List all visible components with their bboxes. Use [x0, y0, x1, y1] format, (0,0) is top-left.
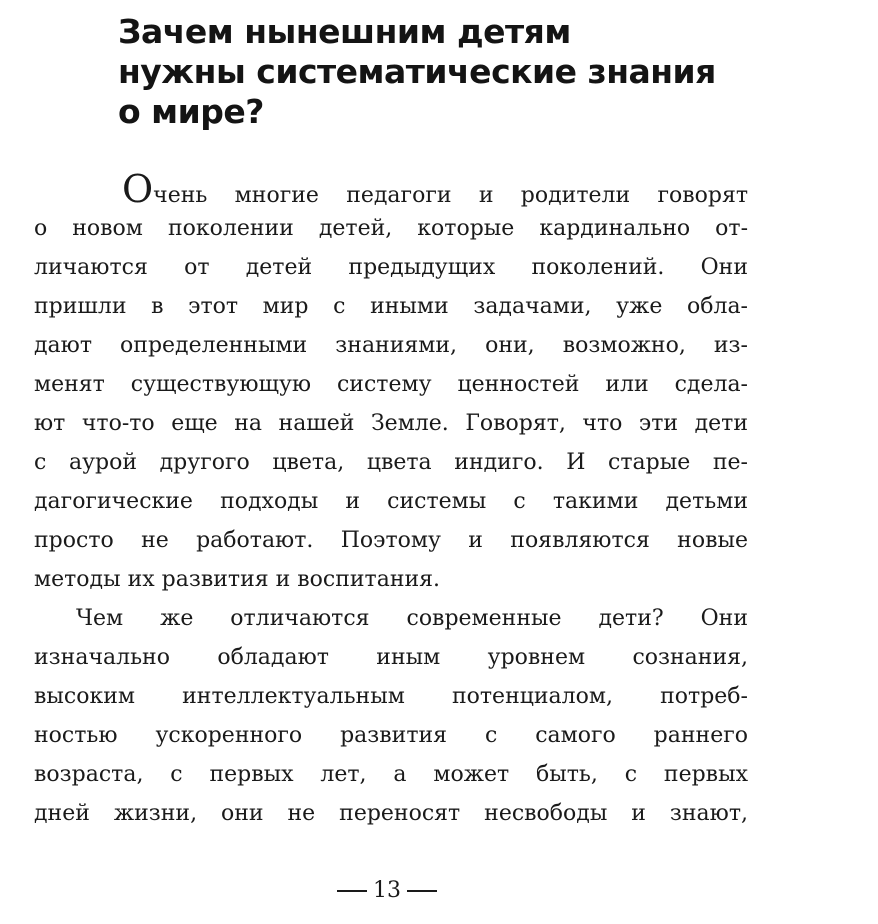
- folio-dash-left: [337, 890, 367, 892]
- paragraph-line-text: чень многие педагоги и родители говорят: [153, 183, 748, 208]
- chapter-heading: [118, 12, 758, 132]
- folio-dash-right: [407, 890, 437, 892]
- paragraph-1: [34, 167, 748, 599]
- paragraph-line: дагогические подходы и системы с такими детьми: [34, 489, 748, 514]
- page-number-footer: [0, 876, 774, 906]
- paragraph-line: изначально обладают иным уровнем сознания,: [34, 645, 748, 670]
- paragraph-line: с аурой другого цвета, цвета индиго. И старые пе-: [34, 450, 748, 475]
- paragraph-line: [34, 167, 748, 211]
- heading-line-1: Зачем нынешним детям: [118, 12, 571, 51]
- paragraph-line: личаются от детей предыдущих поколений. Они: [34, 255, 748, 280]
- drop-cap: О: [122, 167, 154, 211]
- paragraph-line: дают определенными знаниями, они, возможно, из-: [34, 333, 748, 358]
- paragraph-line: пришли в этот мир с иными задачами, уже обла-: [34, 294, 748, 319]
- paragraph-line: возраста, с первых лет, а может быть, с первых: [34, 762, 748, 787]
- paragraph-line: менят существующую систему ценностей или сдела-: [34, 372, 748, 397]
- paragraph-line: о новом поколении детей, которые кардинально от-: [34, 216, 748, 241]
- paragraph-line: просто не работают. Поэтому и появляются новые: [34, 528, 748, 553]
- heading-line-2: нужны систематические знания: [118, 52, 716, 91]
- heading-line-3: о мире?: [118, 92, 264, 131]
- paragraph-2: [34, 599, 748, 833]
- body-text: [34, 167, 748, 833]
- paragraph-line: высоким интеллектуальным потенциалом, потреб-: [34, 684, 748, 709]
- paragraph-line: методы их развития и воспитания.: [34, 567, 441, 592]
- paragraph-line: ностью ускоренного развития с самого раннего: [34, 723, 748, 748]
- paragraph-line: дней жизни, они не переносят несвободы и знают,: [34, 801, 748, 826]
- page-number: 13: [373, 878, 401, 903]
- paragraph-line: ют что-то еще на нашей Земле. Говорят, что эти дети: [34, 411, 748, 436]
- paragraph-line: Чем же отличаются современные дети? Они: [76, 606, 748, 631]
